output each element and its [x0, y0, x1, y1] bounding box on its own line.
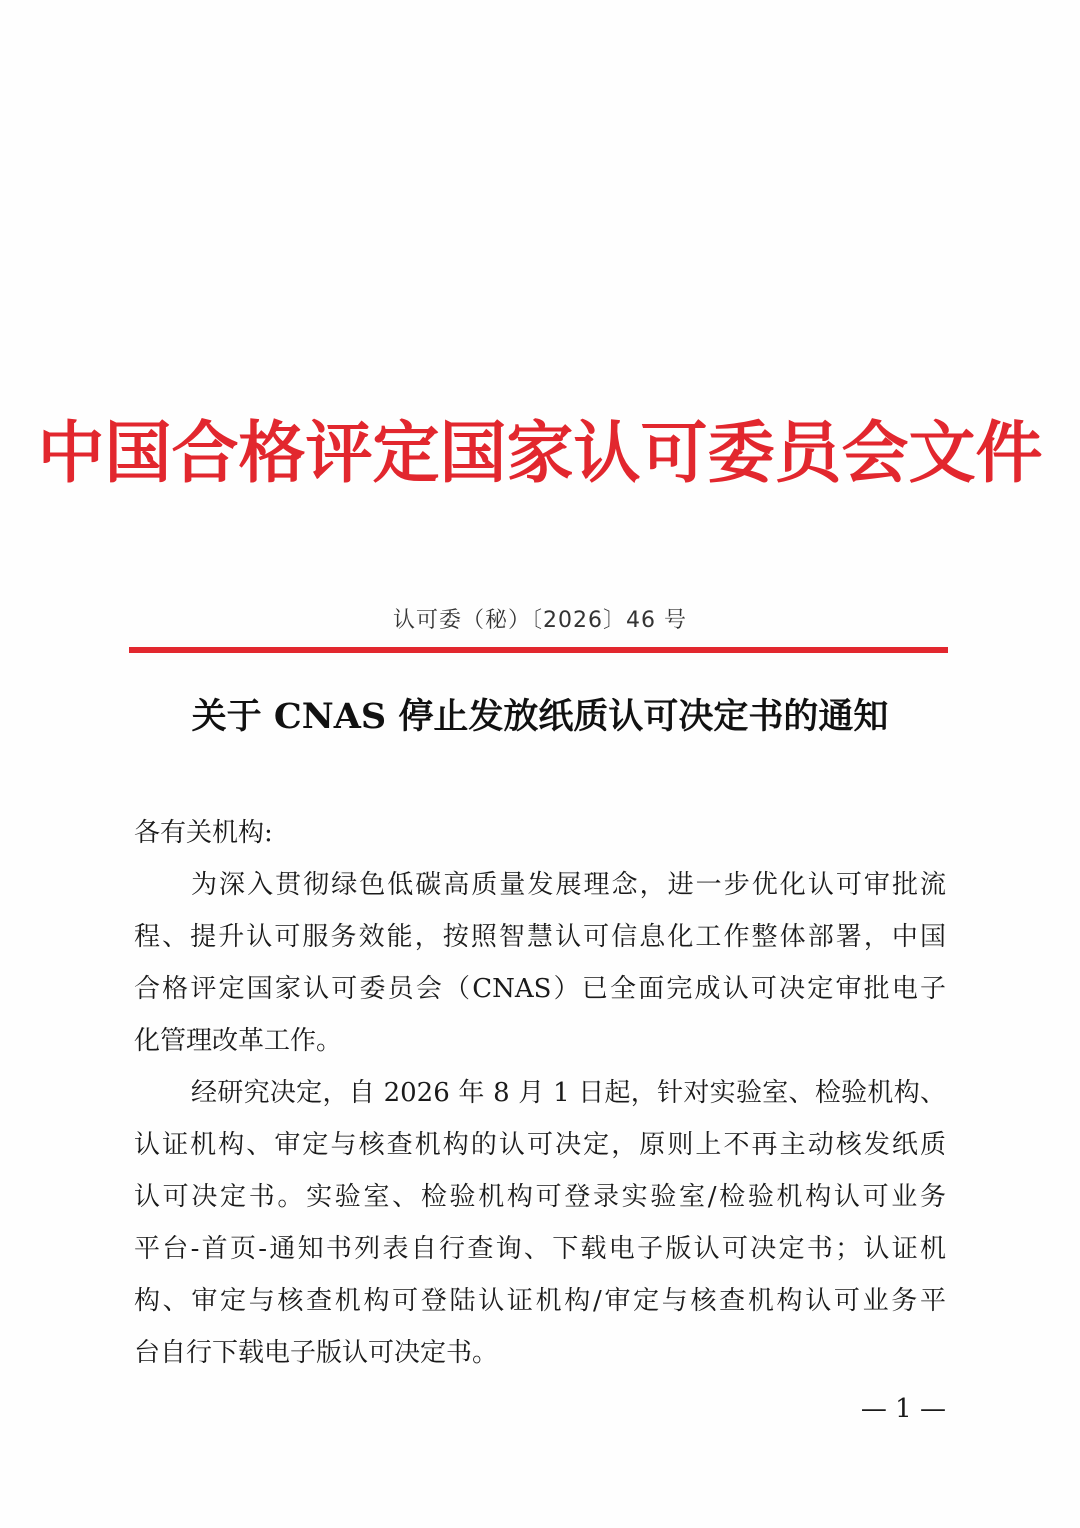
notice-body: [134, 807, 946, 1379]
paragraph-line: 台自行下载电子版认可决定书。: [134, 1338, 499, 1368]
paragraph-2: [134, 1067, 946, 1379]
red-separator-rule: [129, 647, 948, 653]
paragraph-line: 化管理改革工作。: [134, 1026, 343, 1056]
paragraph-line: 合格评定国家认可委员会（CNAS）已全面完成认可决定审批电子: [134, 974, 946, 1004]
notice-title: 关于 CNAS 停止发放纸质认可决定书的通知: [191, 696, 889, 737]
paragraph-line: 为深入贯彻绿色低碳高质量发展理念，进一步优化认可审批流: [191, 870, 946, 900]
paragraph-line: 平台-首页-通知书列表自行查询、下载电子版认可决定书；认证机: [134, 1234, 946, 1264]
paragraph-line: 经研究决定，自 2026 年 8 月 1 日起，针对实验室、检验机构、: [191, 1078, 946, 1108]
paragraph-line: 认可决定书。实验室、检验机构可登录实验室/检验机构认可业务: [134, 1182, 946, 1212]
paragraph-1: [134, 859, 946, 1067]
paragraph-line: 构、审定与核查机构可登陆认证机构/审定与核查机构认可业务平: [134, 1286, 946, 1316]
paragraph-line: 程、提升认可服务效能，按照智慧认可信息化工作整体部署，中国: [134, 922, 946, 952]
salutation: 各有关机构:: [134, 818, 273, 848]
document-number: 认可委（秘）〔2026〕46 号: [393, 608, 687, 633]
issuing-authority-header: 中国合格评定国家认可委员会文件: [37, 414, 1043, 492]
paragraph-line: 认证机构、审定与核查机构的认可决定，原则上不再主动核发纸质: [134, 1130, 946, 1160]
page-number: — 1 —: [860, 1394, 946, 1424]
